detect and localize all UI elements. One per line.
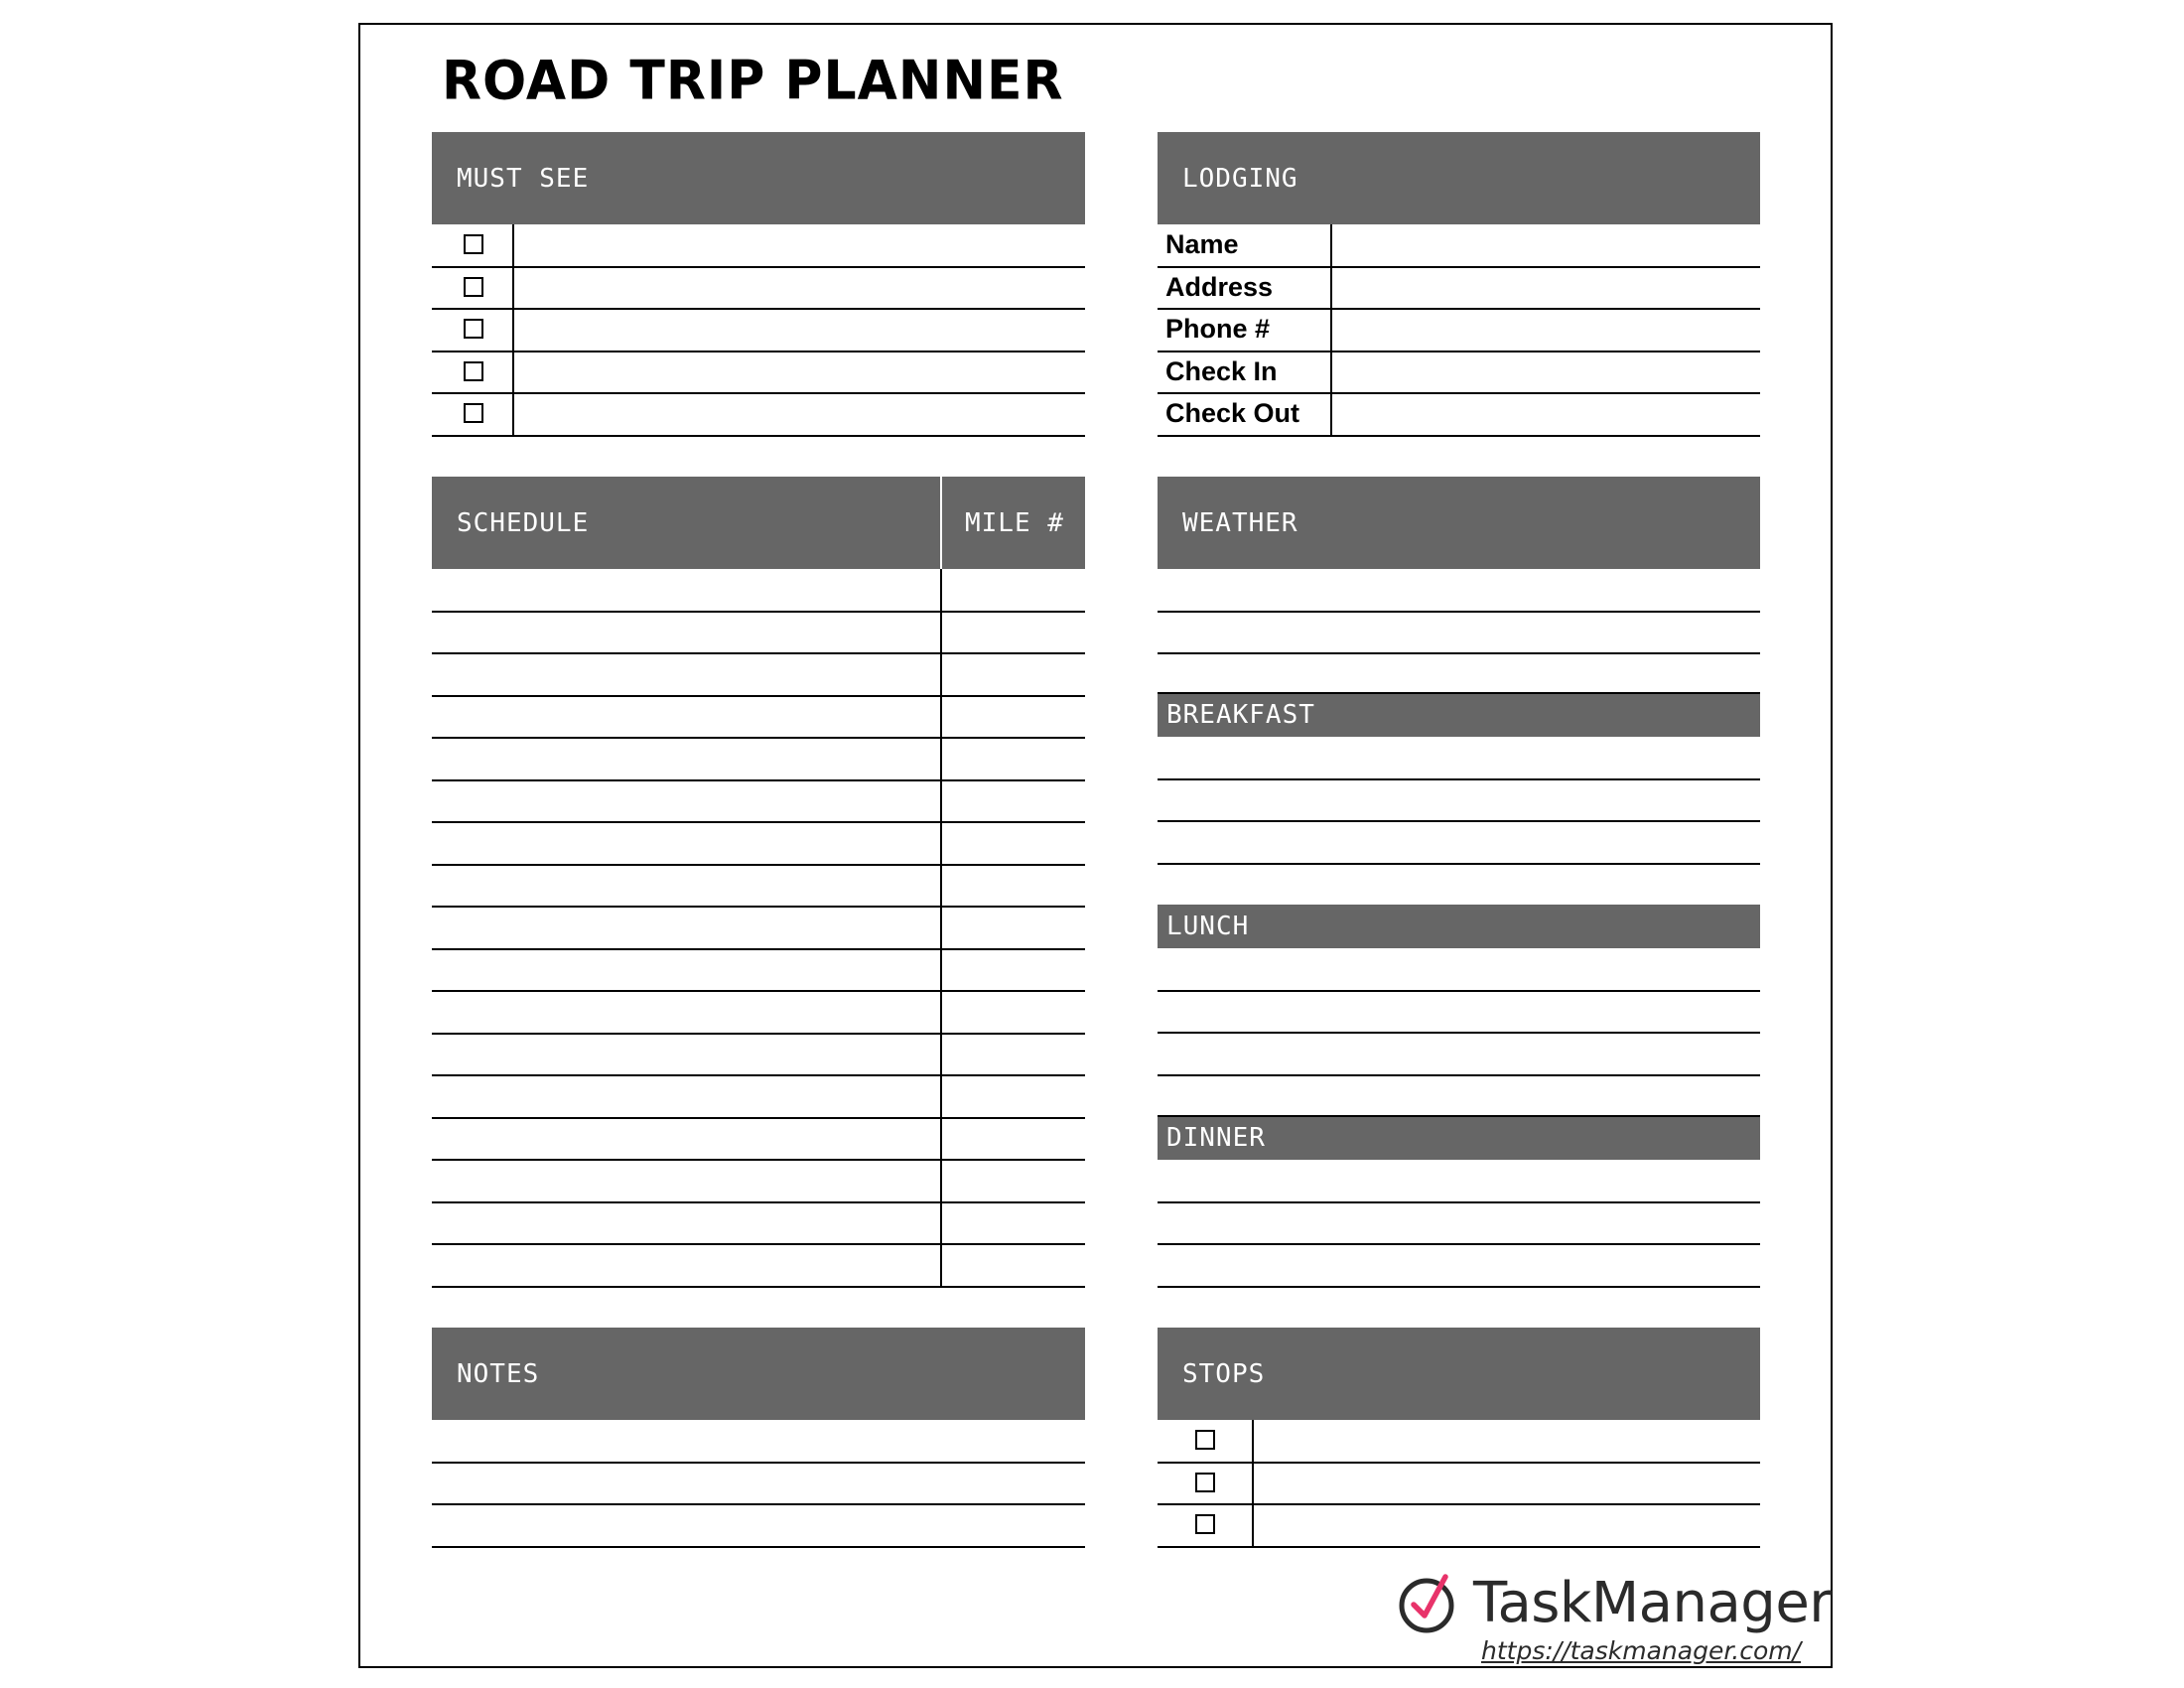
lodging-field-label: Check In: [1165, 355, 1278, 386]
meal-header-top-line: [1158, 1115, 1760, 1117]
schedule-row-line: [432, 1074, 1085, 1076]
stops-header-label: STOPS: [1182, 1358, 1266, 1389]
lodging-column-divider: [1330, 224, 1332, 436]
stops-row-line: [1158, 1462, 1760, 1464]
schedule-row-line: [432, 906, 1085, 908]
lunch-line: [1158, 990, 1760, 992]
page-title: ROAD TRIP PLANNER: [442, 50, 1064, 113]
stops-row-line: [1158, 1546, 1760, 1548]
must-see-checkbox[interactable]: [464, 277, 483, 297]
notes-header-label: NOTES: [457, 1358, 540, 1389]
lodging-row-line: [1158, 435, 1760, 437]
schedule-row-line: [432, 864, 1085, 866]
must-see-row-line: [432, 266, 1085, 268]
weather-line: [1158, 652, 1760, 654]
dinner-line: [1158, 1201, 1760, 1203]
breakfast-header: [1158, 693, 1760, 737]
must-see-row-line: [432, 392, 1085, 394]
notes-line: [432, 1462, 1085, 1464]
stops-checkbox[interactable]: [1195, 1430, 1215, 1450]
must-see-row-line: [432, 351, 1085, 352]
schedule-row-line: [432, 821, 1085, 823]
check-circle-icon: [1396, 1569, 1461, 1634]
lodging-field-label: Name: [1165, 229, 1239, 259]
weather-line: [1158, 611, 1760, 613]
lodging-field-label: Address: [1165, 271, 1274, 302]
notes-line: [432, 1503, 1085, 1505]
page-frame: [358, 23, 1833, 1668]
meal-header-top-line: [1158, 692, 1760, 694]
dinner-line: [1158, 1286, 1760, 1288]
lodging-field-label: Check Out: [1165, 398, 1300, 428]
dinner-line: [1158, 1243, 1760, 1245]
must-see-header-label: MUST SEE: [457, 163, 590, 194]
lodging-header: [1158, 132, 1760, 224]
breakfast-line: [1158, 778, 1760, 780]
schedule-row-line: [432, 948, 1085, 950]
schedule-row-line: [432, 1117, 1085, 1119]
stops-checkbox[interactable]: [1195, 1514, 1215, 1534]
brand-url[interactable]: https://taskmanager.com/: [1481, 1636, 1802, 1665]
must-see-column-divider: [512, 224, 514, 436]
lunch-header: [1158, 905, 1760, 948]
must-see-checkbox[interactable]: [464, 361, 483, 381]
lunch-line: [1158, 1032, 1760, 1034]
schedule-row-line: [432, 1243, 1085, 1245]
schedule-row-line: [432, 652, 1085, 654]
lunch-line: [1158, 1074, 1760, 1076]
dinner-header: [1158, 1116, 1760, 1160]
must-see-row-line: [432, 308, 1085, 310]
must-see-checkbox[interactable]: [464, 403, 483, 423]
schedule-header-label: SCHEDULE: [457, 507, 590, 538]
breakfast-line: [1158, 820, 1760, 822]
lodging-header-label: LODGING: [1182, 163, 1298, 194]
weather-header-label: WEATHER: [1182, 507, 1298, 538]
stops-header: [1158, 1328, 1760, 1420]
mile-column-divider: [940, 569, 942, 1287]
lodging-field-label: Phone #: [1165, 314, 1271, 344]
brand-name: TaskManager: [1473, 1571, 1832, 1635]
must-see-row-line: [432, 435, 1085, 437]
dinner-header-label: DINNER: [1166, 1123, 1266, 1153]
schedule-row-line: [432, 695, 1085, 697]
schedule-row-line: [432, 990, 1085, 992]
notes-line: [432, 1546, 1085, 1548]
weather-header: [1158, 477, 1760, 569]
lunch-header-label: LUNCH: [1166, 912, 1250, 941]
schedule-row-line: [432, 1201, 1085, 1203]
must-see-checkbox[interactable]: [464, 319, 483, 339]
mile-header-label: MILE #: [965, 507, 1064, 538]
stops-checkbox[interactable]: [1195, 1473, 1215, 1492]
breakfast-line: [1158, 863, 1760, 865]
schedule-header: [432, 477, 1085, 569]
breakfast-header-label: BREAKFAST: [1166, 700, 1315, 730]
notes-header: [432, 1328, 1085, 1420]
must-see-checkbox[interactable]: [464, 234, 483, 254]
stops-column-divider: [1252, 1420, 1254, 1547]
schedule-row-line: [432, 1286, 1085, 1288]
must-see-header: [432, 132, 1085, 224]
stops-row-line: [1158, 1503, 1760, 1505]
schedule-row-line: [432, 737, 1085, 739]
schedule-row-line: [432, 1159, 1085, 1161]
schedule-row-line: [432, 611, 1085, 613]
schedule-row-line: [432, 779, 1085, 781]
schedule-row-line: [432, 1033, 1085, 1035]
schedule-header-divider: [940, 477, 942, 569]
